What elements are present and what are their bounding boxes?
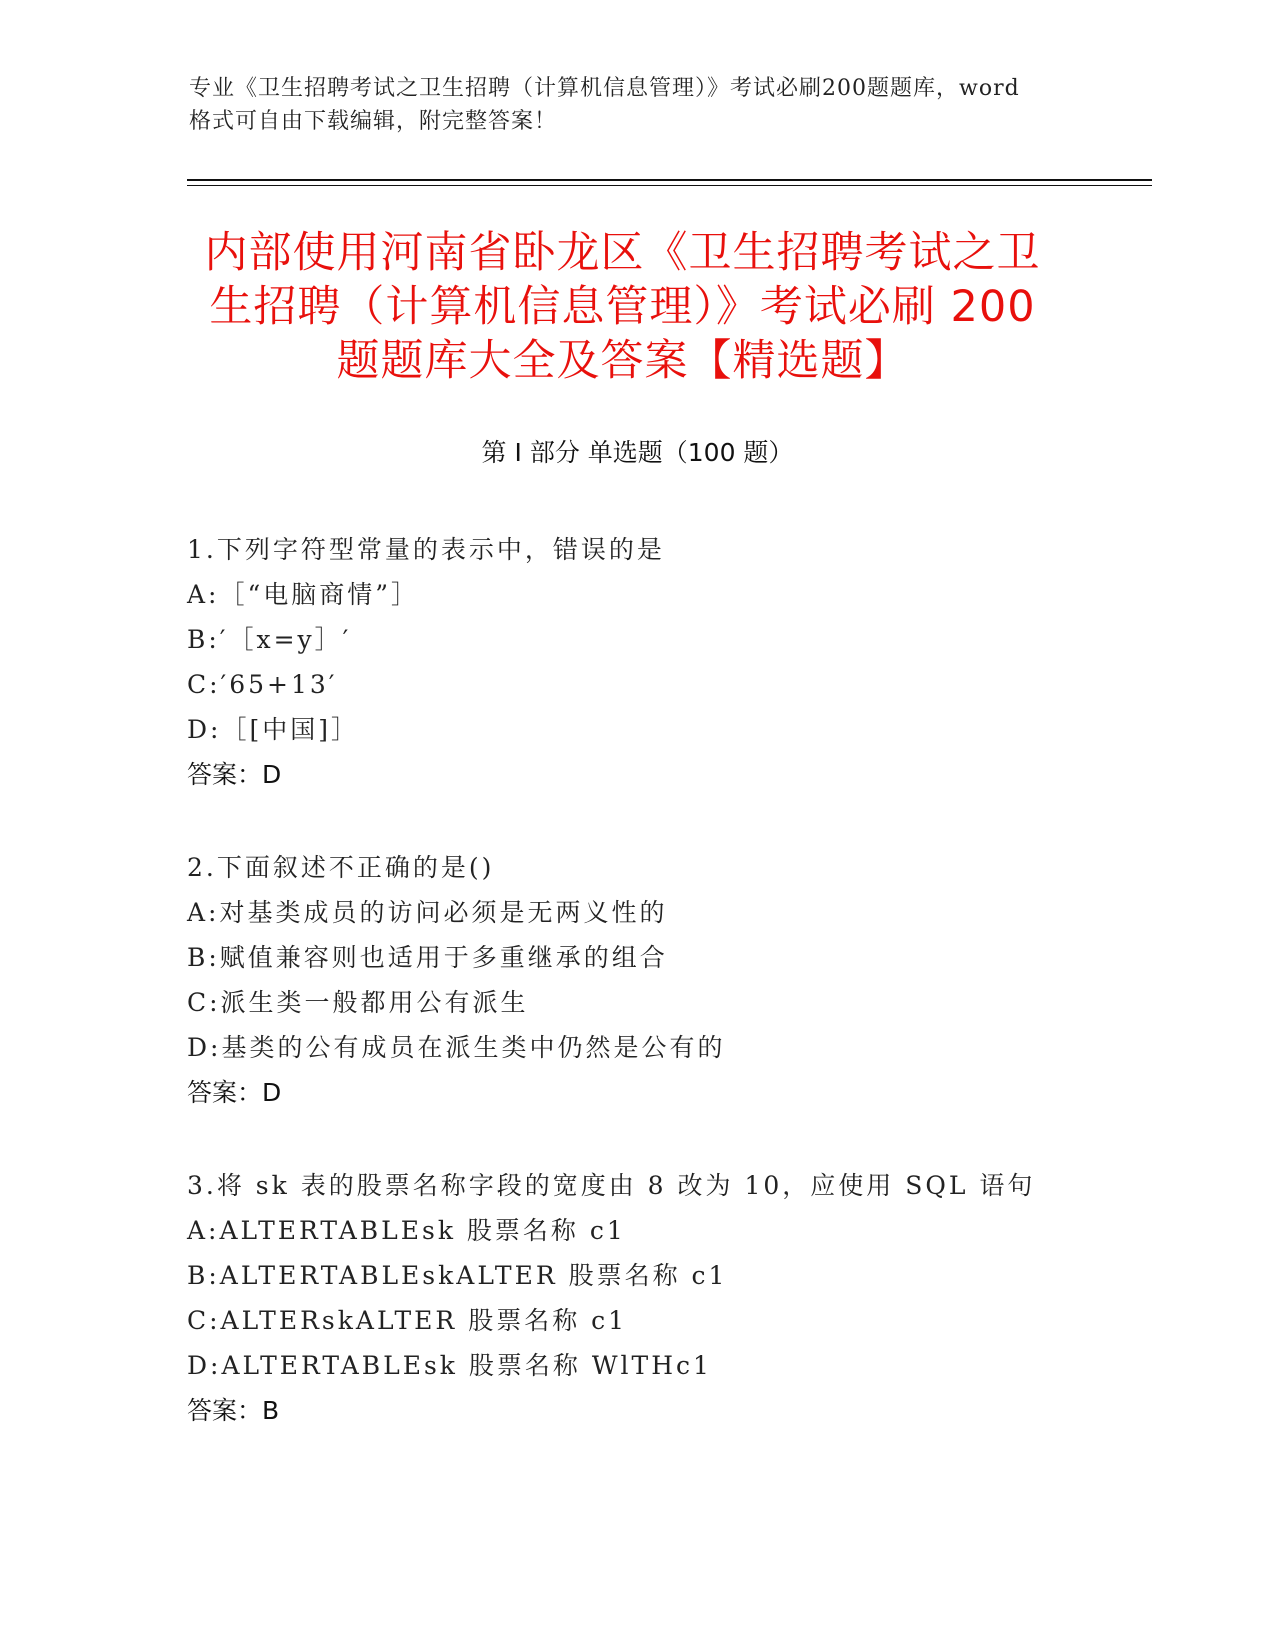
question-answer: 答案：B [187,1396,280,1425]
question-stem: 3.将 sk 表的股票名称字段的宽度由 8 改为 10，应使用 SQL 语句 [187,1171,1036,1200]
question-option: B:′［x=y］′ [187,625,352,654]
question-option: C:ALTERskALTER 股票名称 c1 [187,1306,628,1335]
question-answer: 答案：D [187,760,282,789]
header-note [189,72,1089,138]
question-item [187,845,1187,1115]
question-option: B:ALTERTABLEskALTER 股票名称 c1 [187,1261,728,1290]
question-option: A:［“电脑商情”］ [187,580,420,609]
header-note-line-2: 格式可自由下载编辑，附完整答案！ [189,109,558,134]
question-stem: 1.下列字符型常量的表示中，错误的是 [187,535,665,564]
question-option: D:ALTERTABLEsk 股票名称 WlTHc1 [187,1351,712,1380]
header-divider-thin [187,185,1152,186]
question-option: A:对基类成员的访问必须是无两义性的 [187,898,668,927]
question-item [187,527,1187,797]
title-line-3: 题题库大全及答案【精选题】 [336,336,909,386]
question-option: D:［[中国]］ [187,715,359,744]
question-option: A:ALTERTABLEsk 股票名称 c1 [187,1216,626,1245]
question-option: C:派生类一般都用公有派生 [187,988,529,1017]
question-list [187,527,1187,1433]
question-spacer [187,1115,1187,1163]
question-option: C:′65+13′ [187,670,338,699]
title-line-1: 内部使用河南省卧龙区《卫生招聘考试之卫 [204,228,1041,278]
title-line-2: 生招聘（计算机信息管理）》考试必刷 200 [209,282,1036,332]
question-answer: 答案：D [187,1078,282,1107]
section-heading: 第 I 部分 单选题（100 题） [481,438,794,467]
header-divider-thick [187,179,1152,181]
question-stem: 2.下面叙述不正确的是() [187,853,495,882]
question-option: D:基类的公有成员在派生类中仍然是公有的 [187,1033,726,1062]
header-note-line-1: 专业《卫生招聘考试之卫生招聘（计算机信息管理）》考试必刷200题题库，word [189,76,1020,101]
question-item [187,1163,1187,1433]
question-option: B:赋值兼容则也适用于多重继承的组合 [187,943,668,972]
document-title [160,226,1085,388]
question-spacer [187,797,1187,845]
